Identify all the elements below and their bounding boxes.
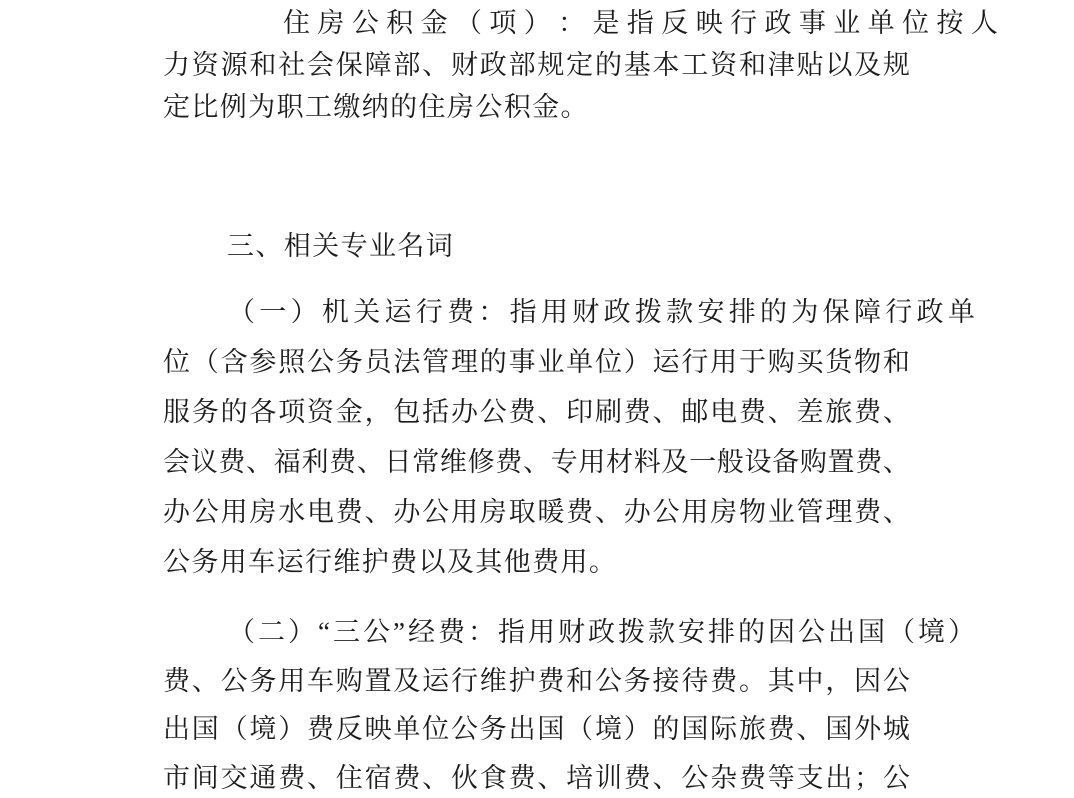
paragraph3-line-3: 出 国 （ 境 ） 费 反 映 单 位 公 务 出 国 （ 境 ） 的 国 际 旅 费 、 国 外 城 (163, 714, 910, 744)
paragraph2-line-4: 会 议 费 、 福 利 费 、 日 常 维 修 费 、 专 用 材 料 及 一 般 设 备 购 置 费 、 (163, 447, 910, 477)
paragraph2-line-3: 服 务 的 各 项 资 金 ， 包 括 办 公 费 、 印 刷 费 、 邮 电 费 、 差 旅 费 、 (163, 397, 910, 427)
paragraph2-line-2: 位 （ 含 参 照 公 务 员 法 管 理 的 事 业 单 位 ） 运 行 用 于 购 买 货 物 和 (163, 347, 910, 377)
paragraph2-line-5: 办 公 用 房 水 电 费 、 办 公 用 房 取 暖 费 、 办 公 用 房 物 业 管 理 费 、 (163, 497, 910, 527)
paragraph3-line-1: （ 二 ） “ 三 公 ” 经 费 ： 指 用 财 政 拨 款 安 排 的 因 公 出 国 （ 境 ） (228, 617, 975, 647)
paragraph1-line-2: 力 资 源 和 社 会 保 障 部 、 财 政 部 规 定 的 基 本 工 资 和 津 贴 以 及 规 (163, 50, 910, 80)
paragraph3-line-4: 市 间 交 通 费 、 住 宿 费 、 伙 食 费 、 培 训 费 、 公 杂 费 等 支 出 ； 公 (163, 763, 910, 793)
paragraph3-line-2: 费 、 公 务 用 车 购 置 及 运 行 维 护 费 和 公 务 接 待 费 。 其 中 ， 因 公 (163, 666, 910, 696)
paragraph1-line-1: 住 房 公 积 金 （ 项 ） ： 是 指 反 映 行 政 事 业 单 位 按 人 (283, 8, 998, 38)
paragraph2-line-6: 公 务 用 车 运 行 维 护 费 以 及 其 他 费 用 。 (163, 547, 616, 577)
paragraph1-line-3: 定 比 例 为 职 工 缴 纳 的 住 房 公 积 金 。 (163, 92, 588, 122)
section-heading: 三 、 相 关 专 业 名 词 (227, 231, 453, 261)
paragraph2-line-1: （ 一 ） 机 关 运 行 费 ： 指 用 财 政 拨 款 安 排 的 为 保 障 行 政 单 (228, 297, 975, 327)
